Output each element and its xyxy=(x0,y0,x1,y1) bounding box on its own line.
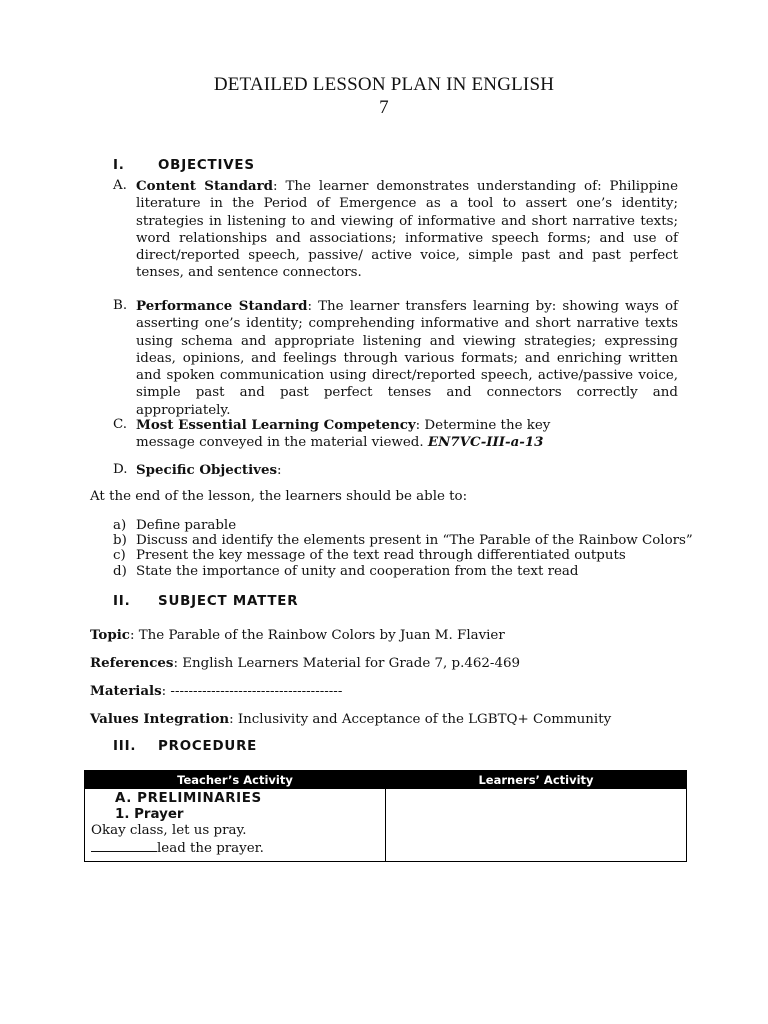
document-title: DETAILED LESSON PLAN IN ENGLISH xyxy=(213,74,555,95)
content-standard-heading: Content Standard xyxy=(136,178,274,194)
performance-standard xyxy=(113,298,678,419)
section-title: SUBJECT MATTER xyxy=(158,594,299,609)
list-item: b) Discuss and identify the elements present in “The Parable of the Rainbow Colors” xyxy=(113,533,693,549)
section-numeral: I. xyxy=(113,158,125,173)
section-procedure-heading xyxy=(113,739,257,754)
objectives-intro: At the end of the lesson, the learners should be able to: xyxy=(90,489,468,504)
teacher-line-blank: lead the prayer. xyxy=(91,839,379,857)
learning-competency-text: : Determine the key xyxy=(415,418,551,433)
competency-code: EN7VC-III-a-13 xyxy=(427,434,544,451)
list-item: d) State the importance of unity and cooperation from the text read xyxy=(113,563,579,579)
section-title: OBJECTIVES xyxy=(158,158,255,173)
objectives-list xyxy=(113,518,693,579)
learning-competency xyxy=(113,417,678,452)
item-label: D. xyxy=(113,462,128,477)
learners-activity-cell xyxy=(386,789,687,862)
learners-activity-header: Learners’ Activity xyxy=(386,771,687,789)
teacher-line: Okay class, let us pray. xyxy=(91,823,247,838)
item-label: B. xyxy=(113,298,128,313)
document-title-grade: 7 xyxy=(379,97,389,118)
learning-competency-text-2: message conveyed in the material viewed. xyxy=(136,435,424,451)
teacher-activity-cell xyxy=(85,789,386,862)
references-field: References: English Learners Material for Grade 7, p.462-469 xyxy=(90,655,521,671)
section-numeral: III. xyxy=(113,739,137,754)
content-standard xyxy=(113,178,678,282)
teacher-activity-header: Teacher’s Activity xyxy=(85,771,386,789)
section-objectives-heading xyxy=(113,158,255,173)
section-subject-matter-heading xyxy=(113,594,298,609)
prayer-heading: 1. Prayer xyxy=(115,807,184,822)
performance-standard-heading: Performance Standard xyxy=(136,298,308,314)
blank-line xyxy=(91,839,157,852)
list-item: c) Present the key message of the text read through differentiated outputs xyxy=(113,548,626,564)
table-row xyxy=(85,789,687,862)
specific-objectives xyxy=(113,462,678,479)
performance-standard-text: : The learner transfers learning by: showing ways of asserting one’s identity; comprehending informative and short narrative texts using schema and appropriate listening and viewing strategies; expressing ideas, opinions, and feelings through various formats; and enriching written and spoken communication using direct/reported speech, active/passive voice, simple past and past perfect tenses and connectors correctly and appropriately. xyxy=(136,299,678,418)
learning-competency-heading: Most Essential Learning Competency xyxy=(136,417,416,433)
item-label: A. xyxy=(113,178,127,193)
item-label: C. xyxy=(113,417,128,432)
section-numeral: II. xyxy=(113,594,131,609)
procedure-table xyxy=(84,770,687,862)
section-title: PROCEDURE xyxy=(158,739,258,754)
list-item: a) Define parable xyxy=(113,518,237,533)
specific-objectives-colon: : xyxy=(277,463,282,478)
content-standard-text: : The learner demonstrates understanding of: Philippine literature in the Period of Emergence as a tool to assert one’s identity; strategies in listening to and viewing of informative and short narrative texts; word relationships and associations; informative speech forms; and use of direct/reported speech, passive/ active voice, simple past and past perfect tenses, and sentence connectors. xyxy=(136,179,678,281)
topic-field: Topic: The Parable of the Rainbow Colors by Juan M. Flavier xyxy=(90,627,505,643)
table-header-row xyxy=(85,771,687,789)
materials-field: Materials: -------------------------------------- xyxy=(90,683,343,699)
preliminaries-heading: A. PRELIMINARIES xyxy=(115,791,262,806)
values-integration-field: Values Integration: Inclusivity and Acceptance of the LGBTQ+ Community xyxy=(90,711,612,727)
specific-objectives-heading: Specific Objectives xyxy=(136,462,278,478)
